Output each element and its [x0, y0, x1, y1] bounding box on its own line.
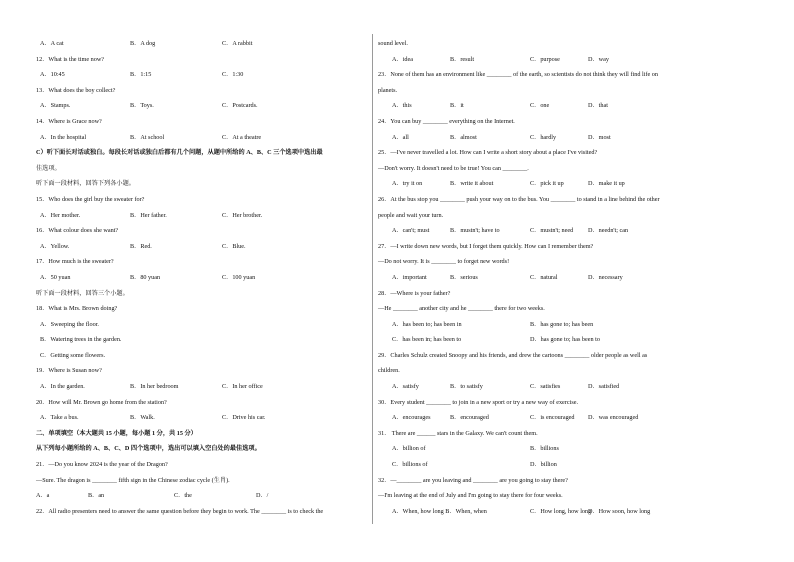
answer-option: D．most	[588, 133, 611, 141]
question-text: 18．What is Mrs. Brown doing?	[36, 305, 118, 313]
answer-option: C．Her brother.	[222, 211, 263, 219]
answer-option: C．Postcards.	[222, 102, 258, 110]
options-row	[378, 270, 760, 286]
answer-option: B．result	[450, 55, 475, 63]
options-row	[36, 36, 366, 52]
answer-option: B．Toys.	[130, 102, 154, 110]
options-row	[378, 98, 760, 114]
answer-option: C．A rabbit	[222, 40, 253, 47]
answer-option: C．one	[530, 102, 550, 110]
answer-option: A．In the hospital	[40, 133, 87, 141]
answer-option: C．How long, how long	[530, 507, 592, 515]
answer-option: A．this	[392, 102, 412, 110]
question-text: 16．What colour does she want?	[36, 227, 119, 235]
options-row	[36, 379, 366, 395]
question-text: 26．At the bus stop you ________ push your way on to the bus. You ________ to stand in a line behind the other	[378, 195, 660, 203]
question-text: 24．You can buy ________ everything on the Internet.	[378, 117, 515, 125]
answer-option: D．way	[588, 55, 609, 63]
question-text: 17．How much is the sweater?	[36, 258, 114, 266]
answer-option: C．satisfies	[530, 383, 561, 391]
options-row	[378, 504, 760, 520]
question-text: —Do not worry. It is ________ to forget new words!	[378, 258, 510, 266]
answer-option: A．Her mother.	[40, 211, 81, 219]
answer-option: C．At a theatre	[222, 133, 262, 141]
section-heading: C）听下面长对话或独白。每段长对话或独白后都有几个问题，从题中所给的 A、B、C 三个选项中选出最	[36, 149, 323, 157]
options-row	[36, 98, 366, 114]
answer-option: A．A cat	[40, 40, 64, 47]
question-text: 听下面一段材料，回答三个小题。	[36, 289, 129, 297]
answer-option: D．satisfied	[588, 383, 620, 391]
question-text: 30．Every student ________ to join in a new sport or try a new way of exercise.	[378, 398, 579, 406]
answer-option: C．100 yuan	[222, 273, 256, 281]
answer-option: B．In her bedroom	[130, 383, 179, 391]
answer-option: A．idea	[392, 55, 413, 63]
options-row	[36, 239, 366, 255]
options-row	[36, 130, 366, 146]
question-text: 31． There are ______ stars in the Galaxy. We can't count them.	[378, 429, 538, 437]
question-text: 听下面一段材料，回答下列各小题。	[36, 180, 135, 188]
left-column	[36, 36, 366, 519]
answer-option: A．important	[392, 273, 427, 281]
answer-option: B．has gone to; has been	[530, 320, 594, 328]
question-text: —Sure. The dragon is ________ fifth sign in the Chinese zodiac cycle (生肖).	[36, 476, 230, 484]
options-row	[36, 410, 366, 426]
answer-option: A．10:45	[40, 71, 65, 79]
options-row	[378, 441, 760, 457]
answer-option: A．50 yuan	[40, 273, 71, 281]
answer-option: D．How soon, how long	[588, 507, 651, 515]
answer-option: D．needn't; can	[588, 227, 629, 235]
answer-option: B．mustn't; have to	[450, 227, 500, 235]
answer-option: C．1:30	[222, 71, 244, 79]
answer-option: A．encourages	[392, 414, 431, 422]
answer-option: B．At school	[130, 133, 165, 141]
answer-option: A．try it on	[392, 180, 423, 188]
question-text: 13．What does the boy collect?	[36, 86, 116, 94]
answer-option: B．billions	[530, 445, 559, 453]
question-text: 29．Charles Schulz created Snoopy and his friends, and drew the cartoons ________ older people as well as	[378, 351, 648, 359]
answer-option: A．When, how long B．When, when	[392, 507, 487, 515]
answer-option: A．has been to; has been in	[392, 320, 462, 328]
answer-option: C．pick it up	[530, 180, 564, 188]
answer-option: C．natural	[530, 273, 558, 281]
options-row	[378, 223, 760, 239]
right-column	[378, 36, 760, 519]
question-text: 20．How will Mr. Brown go home from the station?	[36, 398, 167, 406]
options-row	[378, 332, 760, 348]
question-text: children.	[378, 367, 400, 375]
answer-option: B．Watering trees in the garden.	[40, 336, 122, 344]
answer-option: B．A dog	[130, 40, 156, 47]
answer-option: C．Drive his car.	[222, 414, 266, 422]
answer-option: C．hardly	[530, 133, 557, 141]
answer-option: B．Her father.	[130, 211, 167, 219]
answer-option: A．Stamps.	[40, 102, 71, 110]
answer-option: D．necessary	[588, 273, 623, 281]
column-divider	[372, 34, 373, 524]
answer-option: C．In her office	[222, 383, 263, 391]
options-row	[36, 67, 366, 83]
answer-option: B．serious	[450, 273, 478, 281]
question-text: —I'm leaving at the end of July and I'm going to stay there for four weeks.	[378, 492, 563, 500]
answer-option: C．mustn't; need	[530, 227, 574, 235]
answer-option: B．almost	[450, 133, 477, 141]
answer-option: C．purpose	[530, 55, 560, 63]
answer-option: C．has been in; has been to	[392, 336, 462, 344]
question-text: planets.	[378, 86, 398, 94]
answer-option: A．can't; must	[392, 227, 430, 235]
options-row	[378, 379, 760, 395]
options-row	[36, 270, 366, 286]
answer-option: D．make it up	[588, 180, 625, 188]
answer-option: A．all	[392, 133, 409, 141]
answer-option: A．a	[36, 492, 50, 500]
options-row	[378, 317, 760, 333]
question-text: 32．—________ are you leaving and ________ are you going to stay there?	[378, 476, 568, 484]
answer-option: C．Getting some flowers.	[40, 351, 106, 359]
answer-option: D．billion	[530, 461, 557, 469]
answer-option: C．is encouraged	[530, 414, 575, 422]
answer-option: D．that	[588, 102, 608, 110]
question-text: sound level.	[378, 40, 408, 47]
question-text: people and wait your turn.	[378, 211, 444, 219]
answer-option: B．it	[450, 102, 464, 110]
question-text: —He ________ another city and he ________ there for two weeks.	[378, 305, 545, 313]
answer-option: D．has gone to; has been to	[530, 336, 600, 344]
question-text: 28．—Where is your father?	[378, 289, 451, 297]
answer-option: A．Take a bus.	[40, 414, 79, 422]
answer-option: A．Sweeping the floor.	[40, 320, 99, 328]
question-text: 19．Where is Susan now?	[36, 367, 102, 375]
answer-option: A．In the garden.	[40, 383, 85, 391]
answer-option: B．1:15	[130, 71, 152, 79]
question-text: 佳选项。	[36, 164, 61, 172]
answer-option: A．Yellow.	[40, 242, 70, 250]
answer-option: B．Walk.	[130, 414, 155, 422]
question-text: 12．What is the time now?	[36, 55, 105, 63]
answer-option: C．billions of	[392, 461, 428, 469]
question-text: 15．Who does the girl buy the sweater for?	[36, 195, 145, 203]
answer-option: B．an	[88, 492, 105, 500]
question-text: 23．None of them has an environment like ________ of the earth, so scientists do not think they will find life on	[378, 71, 658, 79]
answer-option: A．billion of	[392, 445, 426, 453]
options-row	[36, 488, 366, 504]
answer-option: D．/	[256, 492, 269, 500]
answer-option: D．was encouraged	[588, 414, 639, 422]
question-text: 27．—I write down new words, but I forget them quickly. How can I remember them?	[378, 242, 594, 250]
options-row	[378, 410, 760, 426]
options-row	[378, 52, 760, 68]
options-row	[378, 457, 760, 473]
answer-option: B．Red.	[130, 242, 152, 250]
answer-option: B．encouraged	[450, 414, 489, 422]
question-text: 14．Where is Grace now?	[36, 117, 102, 125]
question-text: 22．All radio presenters need to answer the same question before they begin to work. The ________ is to check the	[36, 507, 324, 515]
answer-option: C．the	[174, 492, 192, 500]
section-heading: 二、单项填空（本大题共 15 小题，每小题 1 分，共 15 分）	[36, 429, 197, 437]
question-text: —Don't worry. It doesn't need to be true! You can ________.	[378, 164, 529, 172]
answer-option: B．80 yuan	[130, 273, 161, 281]
question-text: 25．—I've never travelled a lot. How can I write a short story about a place I've visited?	[378, 149, 598, 157]
options-row	[36, 208, 366, 224]
answer-option: B．to satisfy	[450, 383, 483, 391]
question-text: 21．—Do you know 2024 is the year of the Dragon?	[36, 461, 168, 469]
section-heading: 从下列每小题所给的 A、B、C、D 四个选项中，选出可以填入空白处的最佳选项。	[36, 445, 261, 453]
options-row	[378, 130, 760, 146]
answer-option: C．Blue.	[222, 242, 246, 250]
answer-option: B．write it about	[450, 180, 494, 188]
options-row	[378, 176, 760, 192]
answer-option: A．satisfy	[392, 383, 419, 391]
